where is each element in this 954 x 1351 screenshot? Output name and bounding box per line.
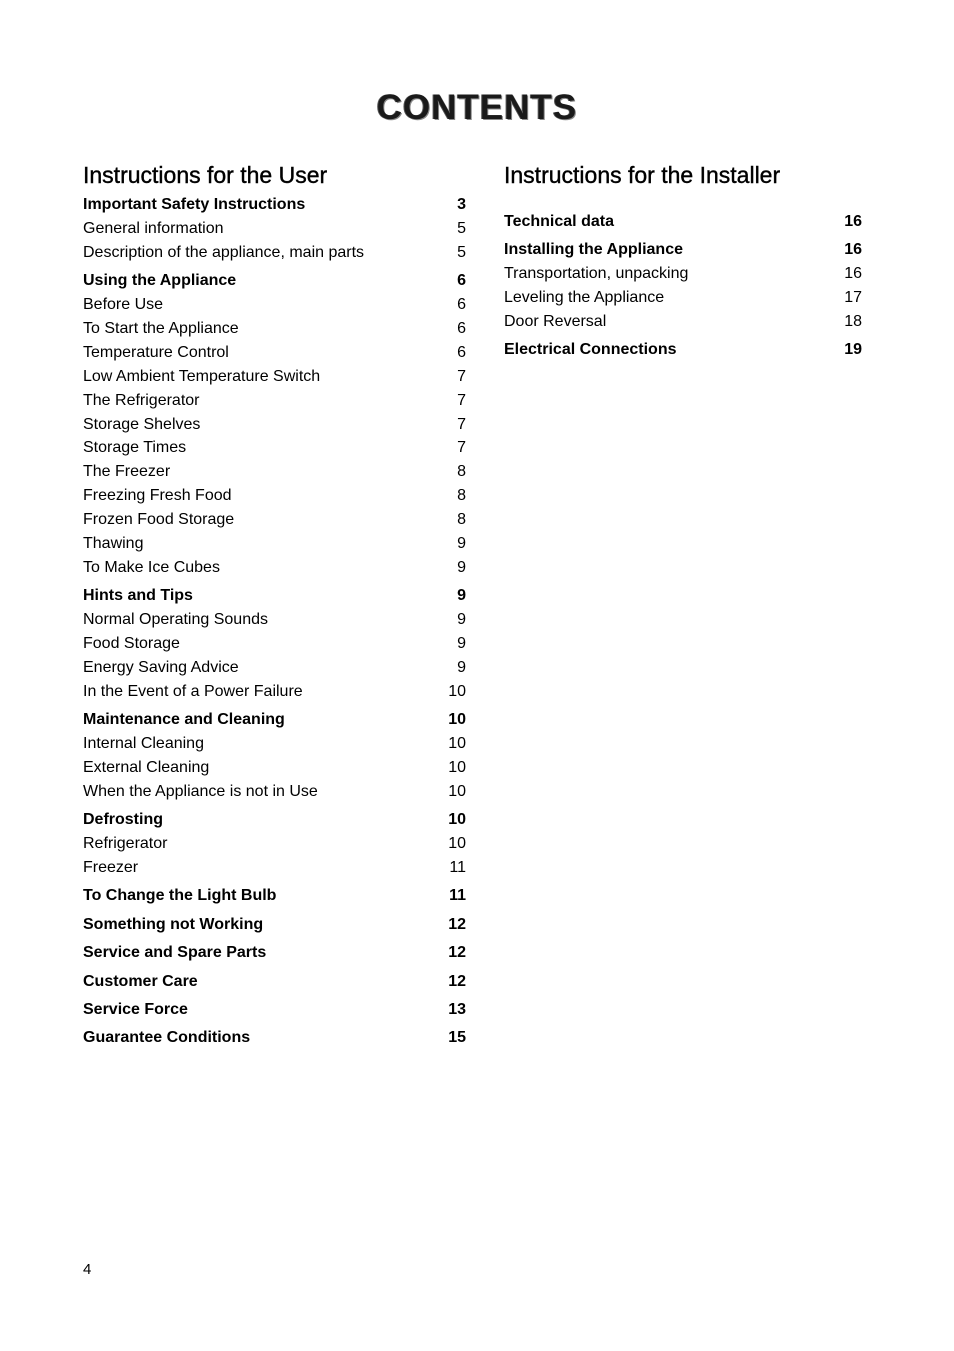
toc-entry-page: 16 [844, 265, 862, 283]
toc-entry-page: 3 [457, 196, 466, 213]
toc-entry-title: Low Ambient Temperature Switch [83, 367, 321, 385]
toc-entry-title: Using the Appliance [83, 272, 237, 290]
toc-section-entry [504, 238, 862, 262]
user-instructions-column [83, 160, 466, 1050]
page-number: 4 [83, 1261, 92, 1278]
toc-entry [83, 217, 466, 241]
toc-entry-page: 11 [449, 887, 466, 905]
toc-entry [83, 780, 466, 804]
toc-entry-page: 9 [457, 611, 466, 629]
toc-section-entry [83, 998, 466, 1022]
user-toc-list [83, 193, 466, 1050]
toc-entry-title: Something not Working [83, 915, 264, 933]
toc-entry-title: In the Event of a Power Failure [83, 682, 303, 700]
toc-section-entry [83, 1026, 466, 1050]
toc-entry-page: 9 [457, 587, 466, 605]
toc-entry-page: 16 [844, 213, 862, 230]
toc-entry-page: 6 [457, 272, 466, 290]
toc-entry-title: Temperature Control [83, 343, 229, 361]
toc-section-entry [504, 338, 862, 362]
toc-entry-title: To Make Ice Cubes [83, 558, 220, 576]
toc-entry [504, 262, 862, 286]
toc-entry-page: 9 [457, 658, 466, 676]
toc-entry [83, 832, 466, 856]
toc-entry-page: 10 [448, 735, 466, 753]
toc-entry [83, 389, 466, 413]
toc-entry-title: General information [83, 219, 224, 237]
toc-entry [504, 310, 862, 334]
installer-instructions-column [504, 160, 862, 362]
toc-entry-page: 7 [457, 391, 466, 409]
toc-entry-page: 8 [457, 487, 466, 505]
toc-entry-title: Defrosting [83, 811, 163, 829]
toc-entry-title: Guarantee Conditions [83, 1029, 251, 1047]
page-title: CONTENTS [376, 88, 578, 127]
toc-entry-title: Storage Times [83, 439, 187, 457]
toc-entry-page: 7 [457, 367, 466, 385]
toc-entry [83, 293, 466, 317]
toc-entry-page: 6 [457, 319, 466, 337]
toc-entry [83, 460, 466, 484]
toc-entry-title: Refrigerator [83, 835, 168, 853]
toc-entry-title: Freezer [83, 859, 139, 877]
toc-entry-page: 10 [448, 758, 466, 776]
toc-entry-title: Before Use [83, 296, 164, 314]
toc-entry-title: Technical data [504, 213, 614, 230]
toc-entry-page: 5 [457, 219, 466, 237]
toc-entry-title: Service and Spare Parts [83, 944, 267, 962]
toc-entry-title: The Refrigerator [83, 391, 200, 409]
toc-entry-page: 7 [457, 439, 466, 457]
toc-entry-title: Leveling the Appliance [504, 289, 665, 307]
toc-section-entry [83, 193, 466, 217]
toc-entry [83, 413, 466, 437]
toc-section-entry [83, 970, 466, 994]
toc-entry-title: Electrical Connections [504, 341, 677, 359]
toc-entry-title: Installing the Appliance [504, 241, 683, 259]
toc-entry-page: 18 [844, 313, 862, 331]
toc-entry-title: Energy Saving Advice [83, 658, 239, 676]
toc-entry-page: 5 [457, 243, 466, 261]
toc-entry-page: 6 [457, 343, 466, 361]
toc-entry-page: 10 [448, 811, 466, 829]
toc-entry-title: Food Storage [83, 635, 180, 653]
toc-entry-page: 12 [448, 944, 466, 962]
toc-entry-page: 16 [844, 241, 862, 259]
toc-entry [83, 608, 466, 632]
toc-entry-title: Thawing [83, 534, 144, 552]
toc-entry-title: Maintenance and Cleaning [83, 711, 285, 729]
toc-entry-page: 10 [448, 711, 466, 729]
toc-entry-title: Frozen Food Storage [83, 511, 235, 529]
toc-entry-title: Door Reversal [504, 313, 607, 331]
toc-entry [83, 508, 466, 532]
toc-entry-title: When the Appliance is not in Use [83, 782, 318, 800]
toc-entry-title: To Start the Appliance [83, 319, 239, 337]
toc-entry [83, 680, 466, 704]
installer-instructions-heading: Instructions for the Installer [504, 162, 781, 188]
toc-entry-title: Internal Cleaning [83, 735, 204, 753]
toc-entry [83, 756, 466, 780]
toc-section-entry [83, 808, 466, 832]
toc-entry [83, 856, 466, 880]
toc-entry-title: Transportation, unpacking [504, 265, 689, 283]
toc-entry-page: 8 [457, 511, 466, 529]
toc-entry-page: 9 [457, 534, 466, 552]
toc-section-entry [83, 913, 466, 937]
user-instructions-heading: Instructions for the User [83, 162, 328, 188]
toc-entry [83, 365, 466, 389]
toc-entry-title: Storage Shelves [83, 415, 201, 433]
toc-entry-page: 15 [448, 1029, 466, 1047]
toc-entry [83, 317, 466, 341]
toc-entry-page: 10 [448, 682, 466, 700]
toc-entry [83, 436, 466, 460]
toc-entry [83, 341, 466, 365]
toc-entry-page: 8 [457, 463, 466, 481]
toc-entry-page: 11 [449, 859, 466, 877]
toc-entry [83, 532, 466, 556]
toc-entry-page: 17 [844, 289, 862, 307]
toc-section-entry [83, 941, 466, 965]
toc-entry-title: To Change the Light Bulb [83, 887, 277, 905]
toc-entry-title: Important Safety Instructions [83, 196, 306, 213]
toc-entry-page: 12 [448, 972, 466, 990]
toc-entry-page: 19 [844, 341, 862, 359]
toc-section-entry [83, 708, 466, 732]
toc-entry-page: 13 [448, 1001, 466, 1018]
toc-entry [83, 556, 466, 580]
toc-entry [83, 632, 466, 656]
toc-entry-title: The Freezer [83, 463, 171, 481]
toc-entry-title: Customer Care [83, 972, 198, 990]
installer-toc-list [504, 210, 862, 362]
toc-entry [83, 732, 466, 756]
toc-entry-page: 10 [448, 782, 466, 800]
toc-entry-page: 9 [457, 635, 466, 653]
toc-entry-page: 10 [448, 835, 466, 853]
toc-section-entry [83, 584, 466, 608]
toc-entry-title: Normal Operating Sounds [83, 611, 268, 629]
toc-entry-page: 9 [457, 558, 466, 576]
toc-entry [83, 484, 466, 508]
toc-entry-page: 6 [457, 296, 466, 314]
toc-section-entry [504, 210, 862, 234]
toc-entry [504, 286, 862, 310]
toc-entry [83, 656, 466, 680]
toc-entry-page: 12 [448, 915, 466, 933]
toc-entry-title: Description of the appliance, main parts [83, 243, 365, 261]
toc-entry-title: Service Force [83, 1001, 188, 1018]
toc-entry-title: External Cleaning [83, 758, 210, 776]
toc-entry [83, 241, 466, 265]
toc-entry-title: Hints and Tips [83, 587, 193, 605]
toc-section-entry [83, 269, 466, 293]
toc-section-entry [83, 884, 466, 908]
toc-entry-page: 7 [457, 415, 466, 433]
toc-entry-title: Freezing Fresh Food [83, 487, 232, 505]
